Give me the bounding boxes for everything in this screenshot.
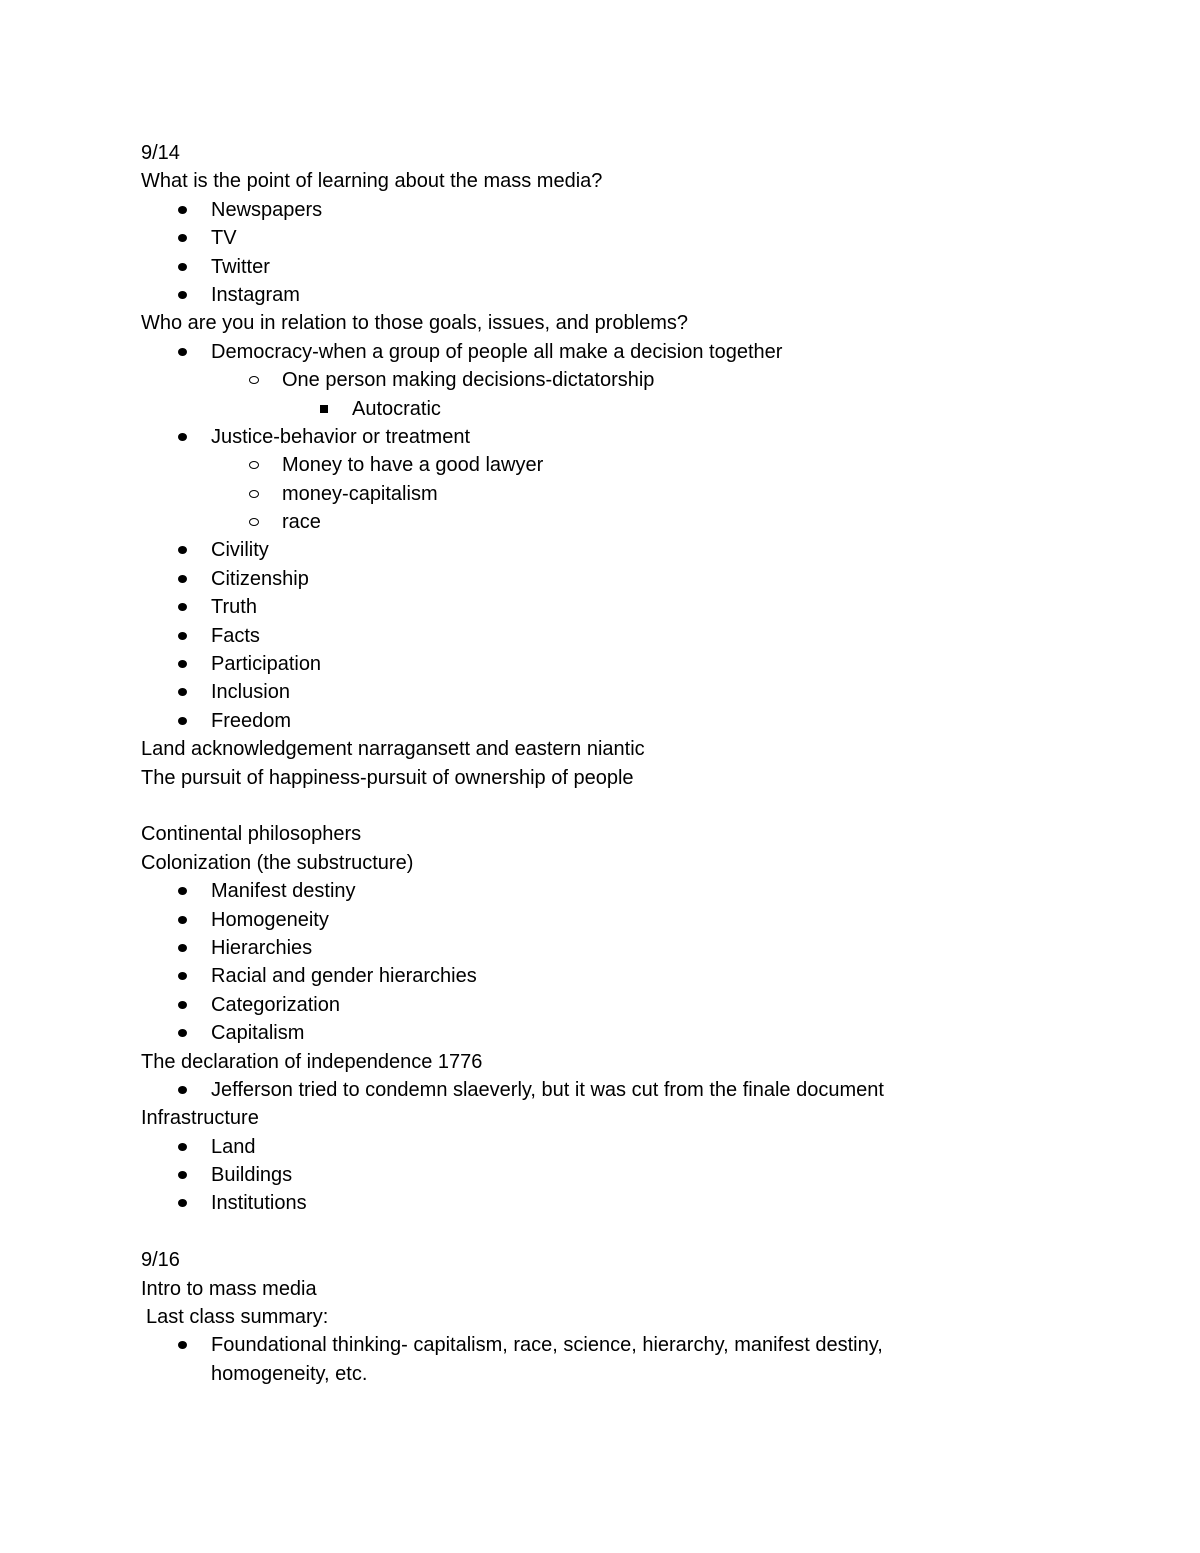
list-item bbox=[0, 707, 1200, 735]
hollow-bullet-icon bbox=[249, 461, 259, 469]
filled-bullet-icon bbox=[178, 348, 187, 356]
square-bullet-icon bbox=[320, 405, 328, 413]
list-item-text: Autocratic bbox=[352, 397, 441, 420]
note-line: Last class summary: bbox=[146, 1306, 329, 1329]
list-item-text: Racial and gender hierarchies bbox=[211, 965, 477, 988]
list-item-text: Truth bbox=[211, 596, 257, 619]
list-item bbox=[0, 1076, 1200, 1104]
note-line: 9/16 bbox=[141, 1249, 180, 1272]
list-item bbox=[0, 906, 1200, 934]
list-item-text: Twitter bbox=[211, 255, 270, 278]
list-item bbox=[0, 338, 1200, 366]
list-item bbox=[0, 224, 1200, 252]
list-item-text: One person making decisions-dictatorship bbox=[282, 369, 655, 392]
list-item bbox=[0, 877, 1200, 905]
filled-bullet-icon bbox=[178, 887, 187, 895]
list-item bbox=[0, 536, 1200, 564]
filled-bullet-icon bbox=[178, 717, 187, 725]
list-item bbox=[0, 480, 1200, 508]
note-line: The declaration of independence 1776 bbox=[141, 1050, 483, 1073]
list-item-text: Land bbox=[211, 1135, 256, 1158]
list-item-text: money-capitalism bbox=[282, 482, 438, 505]
list-item-text: Civility bbox=[211, 539, 269, 562]
list-item bbox=[0, 451, 1200, 479]
note-line: The pursuit of happiness-pursuit of ownership of people bbox=[141, 766, 634, 789]
list-item-text: Freedom bbox=[211, 709, 292, 732]
list-item-text: Institutions bbox=[211, 1192, 307, 1215]
list-item bbox=[0, 281, 1200, 309]
filled-bullet-icon bbox=[178, 1086, 187, 1094]
list-item bbox=[0, 508, 1200, 536]
list-item bbox=[0, 650, 1200, 678]
list-item-text: Homogeneity bbox=[211, 908, 329, 931]
filled-bullet-icon bbox=[178, 688, 187, 696]
hollow-bullet-icon bbox=[249, 376, 259, 384]
filled-bullet-icon bbox=[178, 944, 187, 952]
list-item-text: Hierarchies bbox=[211, 936, 313, 959]
list-item-text: Capitalism bbox=[211, 1022, 305, 1045]
list-item-continuation bbox=[0, 1360, 1200, 1388]
filled-bullet-icon bbox=[178, 206, 187, 214]
list-item bbox=[0, 678, 1200, 706]
list-item-text: homogeneity, etc. bbox=[211, 1362, 368, 1385]
list-item-text: Justice-behavior or treatment bbox=[211, 425, 471, 448]
list-item bbox=[0, 423, 1200, 451]
blank-line bbox=[0, 1218, 1200, 1246]
list-item bbox=[0, 1189, 1200, 1217]
hollow-bullet-icon bbox=[249, 490, 259, 498]
filled-bullet-icon bbox=[178, 263, 187, 271]
list-item bbox=[0, 1161, 1200, 1189]
list-item-text: Democracy-when a group of people all make a decision together bbox=[211, 340, 783, 363]
list-item bbox=[0, 1133, 1200, 1161]
filled-bullet-icon bbox=[178, 433, 187, 441]
list-item-text: Foundational thinking- capitalism, race, science, hierarchy, manifest destiny, bbox=[211, 1334, 883, 1357]
filled-bullet-icon bbox=[178, 1143, 187, 1151]
hollow-bullet-icon bbox=[249, 518, 259, 526]
note-line: Intro to mass media bbox=[141, 1277, 317, 1300]
filled-bullet-icon bbox=[178, 546, 187, 554]
list-item bbox=[0, 991, 1200, 1019]
notes-body bbox=[0, 139, 1200, 1388]
blank-line bbox=[0, 792, 1200, 820]
list-item bbox=[0, 962, 1200, 990]
list-item-text: race bbox=[282, 511, 321, 534]
filled-bullet-icon bbox=[178, 1171, 187, 1179]
filled-bullet-icon bbox=[178, 291, 187, 299]
list-item-text: Facts bbox=[211, 624, 260, 647]
list-item-text: Categorization bbox=[211, 993, 340, 1016]
list-item bbox=[0, 196, 1200, 224]
filled-bullet-icon bbox=[178, 632, 187, 640]
filled-bullet-icon bbox=[178, 660, 187, 668]
filled-bullet-icon bbox=[178, 234, 187, 242]
list-item-text: Participation bbox=[211, 653, 322, 676]
list-item-text: Money to have a good lawyer bbox=[282, 454, 544, 477]
note-line: Continental philosophers bbox=[141, 823, 362, 846]
list-item bbox=[0, 366, 1200, 394]
filled-bullet-icon bbox=[178, 916, 187, 924]
list-item bbox=[0, 934, 1200, 962]
filled-bullet-icon bbox=[178, 1001, 187, 1009]
list-item bbox=[0, 1019, 1200, 1047]
filled-bullet-icon bbox=[178, 575, 187, 583]
list-item bbox=[0, 253, 1200, 281]
list-item-text: Inclusion bbox=[211, 681, 290, 704]
list-item-text: Instagram bbox=[211, 283, 300, 306]
list-item-text: Newspapers bbox=[211, 198, 323, 221]
filled-bullet-icon bbox=[178, 1341, 187, 1349]
list-item bbox=[0, 1331, 1200, 1359]
list-item-text: Manifest destiny bbox=[211, 880, 356, 903]
filled-bullet-icon bbox=[178, 603, 187, 611]
list-item bbox=[0, 622, 1200, 650]
list-item bbox=[0, 395, 1200, 423]
list-item-text: TV bbox=[211, 227, 237, 250]
list-item-text: Buildings bbox=[211, 1164, 293, 1187]
filled-bullet-icon bbox=[178, 972, 187, 980]
note-line: Who are you in relation to those goals, issues, and problems? bbox=[141, 312, 688, 335]
note-line: What is the point of learning about the mass media? bbox=[141, 170, 603, 193]
note-line: 9/14 bbox=[141, 142, 180, 164]
list-item-text: Citizenship bbox=[211, 567, 309, 590]
list-item-text: Jefferson tried to condemn slaeverly, but it was cut from the finale document bbox=[211, 1078, 884, 1101]
filled-bullet-icon bbox=[178, 1199, 187, 1207]
filled-bullet-icon bbox=[178, 1029, 187, 1037]
note-line: Colonization (the substructure) bbox=[141, 851, 414, 874]
note-line: Land acknowledgement narragansett and eastern niantic bbox=[141, 738, 645, 761]
note-line: Infrastructure bbox=[141, 1107, 259, 1130]
list-item bbox=[0, 593, 1200, 621]
list-item bbox=[0, 565, 1200, 593]
